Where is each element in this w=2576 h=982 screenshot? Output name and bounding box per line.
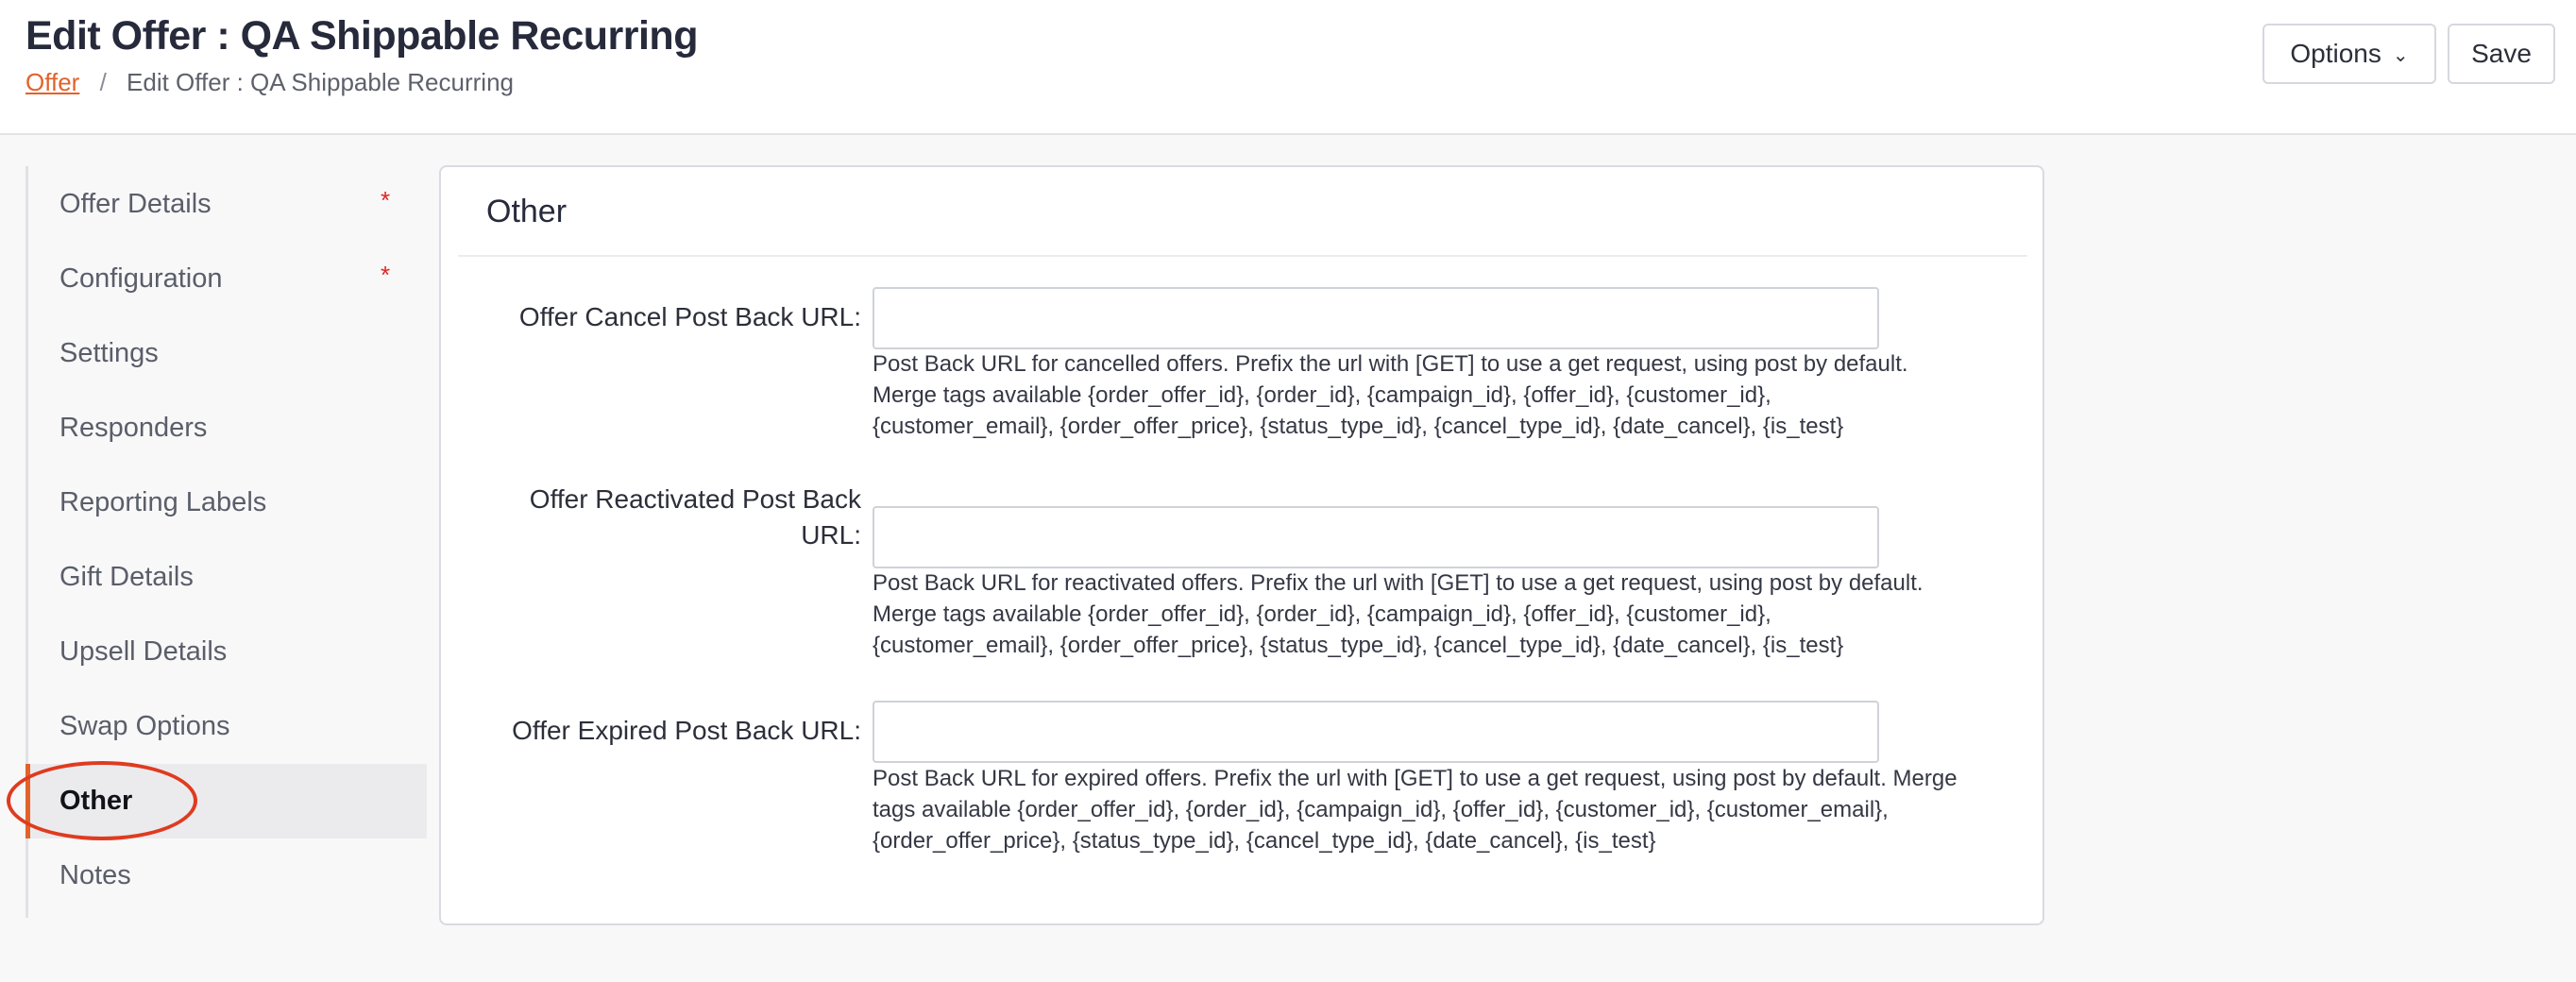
panel-title: Other	[486, 194, 568, 229]
help-line: Post Back URL for cancelled offers. Prefix the url with [GET] to use a get request, using post by default.	[873, 351, 1908, 377]
sidebar-item-label: Gift Details	[59, 562, 194, 592]
save-button[interactable]	[2448, 24, 2555, 84]
page-title: Edit Offer : QA Shippable Recurring	[25, 13, 698, 59]
sidebar-item-label: Reporting Labels	[59, 487, 267, 517]
options-button[interactable]	[2262, 24, 2436, 84]
sidebar-item-label: Offer Details	[59, 189, 212, 219]
label-line: Offer Reactivated Post Back	[529, 484, 861, 514]
breadcrumb-separator: /	[99, 68, 107, 96]
cancel-postback-label: Offer Cancel Post Back URL:	[518, 302, 861, 331]
other-settings-panel	[439, 165, 2044, 925]
chevron-down-icon: ⌄	[2392, 44, 2409, 66]
help-line: {customer_email}, {order_offer_price}, {status_type_id}, {cancel_type_id}, {date_cancel}, {is_test}	[873, 414, 1844, 439]
sidebar-item-label: Upsell Details	[59, 636, 228, 667]
expired-postback-url-input[interactable]	[873, 701, 1879, 763]
sidebar-item-label: Other	[59, 786, 133, 816]
help-line: {customer_email}, {order_offer_price}, {status_type_id}, {cancel_type_id}, {date_cancel}, {is_test}	[873, 633, 1844, 658]
cancel-postback-help	[873, 348, 2006, 442]
highlight-circle-annotation	[7, 761, 197, 840]
divider	[458, 255, 2027, 257]
reactivated-postback-help	[873, 567, 2006, 661]
sidebar-item-offer-details[interactable]	[28, 167, 427, 242]
sidebar-item-upsell-details[interactable]	[28, 615, 427, 689]
expired-postback-label: Offer Expired Post Back URL:	[512, 716, 861, 745]
sidebar-item-settings[interactable]	[28, 316, 427, 391]
sidebar-item-label: Notes	[59, 860, 131, 890]
sidebar-item-configuration[interactable]	[28, 242, 427, 316]
breadcrumb	[25, 68, 514, 97]
sidebar-item-label: Settings	[59, 338, 159, 368]
required-marker: *	[381, 186, 391, 214]
help-line: tags available {order_offer_id}, {order_id}, {campaign_id}, {offer_id}, {customer_id}, {customer_email},	[873, 797, 1889, 822]
page-header	[0, 0, 2576, 135]
sidebar-item-swap-options[interactable]	[28, 689, 427, 764]
sidebar-item-reporting-labels[interactable]	[28, 466, 427, 540]
help-line: {order_offer_price}, {status_type_id}, {cancel_type_id}, {date_cancel}, {is_test}	[873, 828, 1656, 854]
help-line: Merge tags available {order_offer_id}, {order_id}, {campaign_id}, {offer_id}, {customer_id},	[873, 382, 1771, 408]
sidebar-item-label: Responders	[59, 413, 208, 443]
sidebar-item-notes[interactable]	[28, 838, 427, 913]
reactivated-postback-url-input[interactable]	[873, 506, 1879, 568]
help-line: Post Back URL for expired offers. Prefix the url with [GET] to use a get request, using post by default. Merge	[873, 766, 1957, 791]
help-line: Merge tags available {order_offer_id}, {order_id}, {campaign_id}, {offer_id}, {customer_id},	[873, 601, 1771, 627]
sidebar-item-responders[interactable]	[28, 391, 427, 466]
sidebar-item-label: Swap Options	[59, 711, 230, 741]
save-button-label: Save	[2471, 39, 2532, 68]
breadcrumb-current: Edit Offer : QA Shippable Recurring	[127, 68, 514, 96]
required-marker: *	[381, 261, 391, 289]
breadcrumb-offer-link[interactable]: Offer	[25, 68, 80, 96]
options-button-label: Options	[2290, 39, 2381, 68]
sidebar-item-gift-details[interactable]	[28, 540, 427, 615]
label-line: URL:	[801, 520, 861, 550]
help-line: Post Back URL for reactivated offers. Prefix the url with [GET] to use a get request, using post by default.	[873, 570, 1924, 596]
reactivated-postback-label	[441, 482, 861, 553]
cancel-postback-url-input[interactable]	[873, 287, 1879, 349]
expired-postback-help	[873, 763, 2006, 856]
sidebar-item-label: Configuration	[59, 263, 223, 294]
